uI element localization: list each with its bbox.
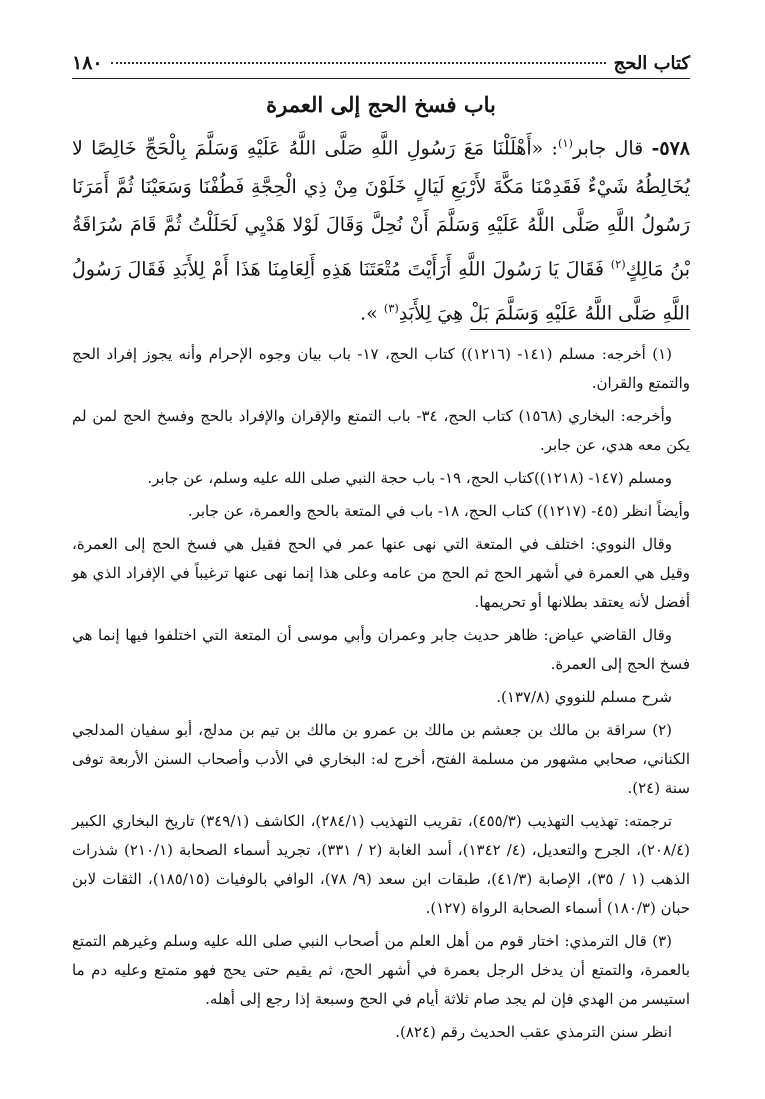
footnote-divider <box>470 329 690 330</box>
hadith-text-end: ». <box>360 301 384 324</box>
footnote-1-nawawi: وقال النووي: اختلف في المتعة التي نهى عنها عمر في الحج فقيل هي فسخ الحج إلى العمرة، وقيل هي العمرة في أشهر الحج ثم الحج من عامه وعلى هذا إنما نهى عنها ترغيباً في الإفراد الذي هو أفضل لأنه يعتقد بطلانها أو تحريمها. <box>72 535 690 611</box>
footnote-1-also: وأيضاً انظر (٤٥- (١٢١٧)) كتاب الحج، ١٨- باب في المتعة بالحج والعمرة، عن جابر. <box>187 502 690 520</box>
hadith-narrator: قال جابر <box>572 137 644 160</box>
footnote-3: (٣) قال الترمذي: اختار قوم من أهل العلم من أصحاب النبي صلى الله عليه وسلم وغيرهم التمتع بالعمرة، والتمتع أن يدخل الرجل بعمرة في أشهر الحج، ثم يقيم حتى يحج فهو متمتع وعليه دم ما استيسر من الهدي فإن لم يجد صام ثلاثة أيام في الحج وسبعة إذا رجع إلى أهله. <box>72 932 690 1008</box>
running-head-title: كتاب الحج <box>613 52 690 74</box>
footnote-ref-2: (٢) <box>610 256 626 271</box>
footnote-1-bukhari: وأخرجه: البخاري (١٥٦٨) كتاب الحج، ٣٤- باب التمتع والإقران والإفراد بالحج وفسخ الحج لمن لم يكن معه هدي، عن جابر. <box>72 407 690 454</box>
hadith-text-part-1: : «أَهْلَلْنَا مَعَ رَسُولِ اللَّهِ صَلَّى اللَّهُ عَلَيْهِ وَسَلَّمَ بِالْحَجِّ خَالِصًا لا يُخَالِطُهُ شَيْءٌ فَقَدِمْنَا مَكَّةَ لأَرْبَعِ لَيَالٍ خَلَوْنَ مِنْ ذِي الْحِجَّةِ فَطُفْنَا وَسَعَيْنَا ثُمَّ أَمَرَنَا رَسُولُ اللَّهِ صَلَّى اللَّهُ عَلَيْهِ وَسَلَّمَ أَنْ نُحِلَّ وَقَالَ لَوْلا هَدْيِي لَحَلَلْتُ ثُمَّ قَامَ سُرَاقَةُ بْنُ مَالِكٍ <box>72 137 690 281</box>
footnote-2: (٢) سراقة بن مالك بن جعشم بن مالك بن عمرو بن مالك بن تيم بن مدلج، أبو سفيان المدلجي الكناني، صحابي مشهور من مسلمة الفتح، أخرج له: البخاري في الأدب وأصحاب السنن الأربعة توفى سنة (٢٤). <box>72 721 690 797</box>
footnote-ref-3: (٣) <box>383 300 399 315</box>
hadith-text-part-2: فَقَالَ يَا رَسُولَ اللَّهِ أَرَأَيْتَ مُتْعَتَنَا هَذِهِ أَلِعَامِنَا هَذَا أَمْ لِلأَبَدِ فَقَالَ رَسُولُ اللَّهِ صَلَّى اللَّهُ عَلَيْهِ وَسَلَّمَ بَلْ هِيَ لِلأَبَدِ <box>72 258 690 324</box>
footnote-3-source: انظر سنن الترمذي عقب الحديث رقم (٨٢٤). <box>395 1023 672 1041</box>
hadith-number: ٥٧٨- <box>651 137 690 160</box>
footnote-1-qadi-iyad: وقال القاضي عياض: ظاهر حديث جابر وعمران وأبي موسى أن المتعة التي اختلفوا فيها إنما هي فسخ الحج إلى العمرة. <box>72 626 690 673</box>
hadith-text <box>72 124 690 332</box>
running-head <box>72 48 690 79</box>
footnote-1: (١) أخرجه: مسلم (١٤١- (١٢١٦)) كتاب الحج، ١٧- باب بيان وجوه الإحرام وأنه يجوز إفراد الحج والتمتع والقران. <box>72 345 690 392</box>
footnote-1-source: شرح مسلم للنووي (١٣٧/٨). <box>496 688 672 706</box>
chapter-title: باب فسخ الحج إلى العمرة <box>266 92 496 117</box>
running-head-dot-leader <box>111 62 606 64</box>
footnote-ref-1: (١) <box>557 136 573 150</box>
footnotes <box>72 340 690 1051</box>
page-number: ١٨٠ <box>72 52 103 74</box>
footnote-2-biography: ترجمته: تهذيب التهذيب (٤٥٥/٣)، تقريب التهذيب (٢٨٤/١)، الكاشف (٣٤٩/١) تاريخ البخاري الكبير (٢٠٨/٤)، الجرح والتعديل، (٤/ ١٣٤٢)، أسد الغابة (٢ / ٣٣١)، تجريد أسماء الصحابة (٢١٠/١) شذرات الذهب (١ / ٣٥)، الإصابة (٤١/٣)، طبقات ابن سعد (٩/ ٧٨)، الوافي بالوفيات (١٨٥/١٥)، الثقات لابن حبان (١٨٠/٣) أسماء الصحابة الرواة (١٢٧). <box>72 812 691 917</box>
footnote-1-muslim: ومسلم (١٤٧- (١٢١٨))كتاب الحج، ١٩- باب حجة النبي صلى الله عليه وسلم، عن جابر. <box>147 469 672 487</box>
